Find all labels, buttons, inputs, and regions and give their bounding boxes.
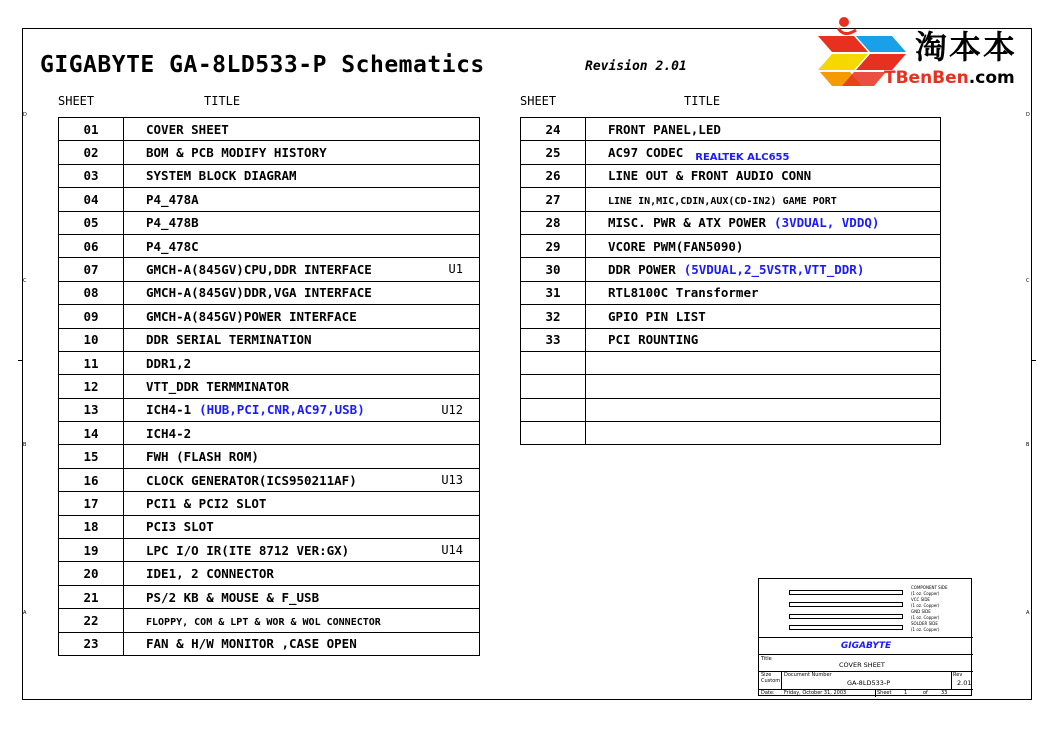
- sheet-title-cell: [586, 328, 941, 351]
- title-block: [758, 578, 972, 696]
- sheet-number: 29: [521, 234, 586, 257]
- sheet-title-cell: [124, 468, 480, 491]
- sheet-title-cell: [124, 351, 480, 374]
- sheet-row: [59, 398, 480, 421]
- sheet-title-cell: [124, 585, 480, 608]
- layer-label: SOLDER SIDE: [911, 621, 938, 626]
- sheet-number: 01: [59, 118, 124, 141]
- left-sheet-header: SHEET: [58, 94, 95, 108]
- sheet-title: FWH (FLASH ROM): [146, 449, 259, 465]
- sheet-title-cell: [586, 375, 941, 398]
- sheet-number: 33: [521, 328, 586, 351]
- sheet-title-cell: [586, 351, 941, 374]
- sheet-number: 15: [59, 445, 124, 468]
- sheet-number: [521, 398, 586, 421]
- sheet-number: 16: [59, 468, 124, 491]
- sheet-number: 19: [59, 539, 124, 562]
- sheet-note: (3VDUAL, VDDQ): [774, 215, 880, 231]
- sheet-number: 23: [59, 632, 124, 655]
- sheet-number: 07: [59, 258, 124, 281]
- sheet-title-cell: [124, 422, 480, 445]
- sheet-title: GMCH-A(845GV)DDR,VGA INTERFACE: [146, 285, 372, 301]
- sheet-row: [59, 632, 480, 655]
- sheet-title-cell: [124, 445, 480, 468]
- rev-value: 2.01: [957, 679, 972, 687]
- layer-label: GND SIDE: [911, 609, 931, 614]
- sheet-title-cell: [124, 515, 480, 538]
- date-label: Date:: [761, 690, 775, 696]
- zone-label: A: [23, 610, 27, 616]
- sheet-row: [59, 258, 480, 281]
- left-sheet-table: [58, 117, 480, 656]
- sheet-title: LINE OUT & FRONT AUDIO CONN: [608, 168, 812, 184]
- sheet-title-cell: [124, 281, 480, 304]
- sheet-title-cell: [586, 398, 941, 421]
- sheet-number: 05: [59, 211, 124, 234]
- of-label: of: [923, 690, 928, 696]
- sheet-title-cell: [124, 258, 480, 281]
- sheet-number: 18: [59, 515, 124, 538]
- sheet-number: 20: [59, 562, 124, 585]
- sheet-title-cell: [586, 281, 941, 304]
- right-sheet-table: [520, 117, 941, 445]
- page-title: GIGABYTE GA-8LD533-P Schematics: [40, 52, 485, 78]
- sheet-row: [521, 164, 941, 187]
- sheet-row: [59, 609, 480, 632]
- component-ref: U13: [441, 472, 463, 487]
- sheet-title: FLOPPY, COM & LPT & WOR & WOL CONNECTOR: [146, 616, 381, 628]
- sheet-number: 06: [59, 234, 124, 257]
- sheet-row: [521, 141, 941, 164]
- logo-chinese-text: 淘本本: [915, 28, 1018, 66]
- sheet-number: 32: [521, 305, 586, 328]
- logo-english-rest: .com: [968, 68, 1015, 88]
- sheet-title-cell: [124, 539, 480, 562]
- sheet-number: 08: [59, 281, 124, 304]
- sheet-title: DDR1,2: [146, 355, 192, 371]
- sheet-title: GPIO PIN LIST: [608, 308, 706, 324]
- sheet-title-cell: [124, 164, 480, 187]
- sheet-row: [521, 118, 941, 141]
- right-sheet-header: SHEET: [520, 94, 557, 108]
- sheet-number: 09: [59, 305, 124, 328]
- sheet-title-cell: [124, 375, 480, 398]
- sheet-note: (HUB,PCI,CNR,AC97,USB): [199, 402, 365, 418]
- sheet-row: [59, 234, 480, 257]
- sheet-title: GMCH-A(845GV)POWER INTERFACE: [146, 308, 357, 324]
- layer-label: (1 oz. Copper): [911, 627, 940, 632]
- zone-label: B: [1026, 442, 1030, 448]
- sheet-title-cell: [586, 305, 941, 328]
- zone-label: B: [23, 442, 27, 448]
- border-tick: [1032, 360, 1036, 361]
- document-number-label: Document Number: [784, 672, 832, 678]
- sheet-title-cell: [124, 141, 480, 164]
- sheet-number: 22: [59, 609, 124, 632]
- sheet-number: 26: [521, 164, 586, 187]
- sheet-title: DDR POWER: [608, 262, 676, 278]
- sheet-row: [521, 351, 941, 374]
- sheet-title-cell: [124, 118, 480, 141]
- component-ref: U1: [448, 262, 463, 277]
- sheet-number: 24: [521, 118, 586, 141]
- sheet-row: [521, 258, 941, 281]
- sheet-title: COVER SHEET: [146, 121, 229, 137]
- logo-english-red: TBenBen: [884, 68, 969, 88]
- sheet-number: 17: [59, 492, 124, 515]
- zone-label: C: [23, 278, 27, 284]
- sheet-number: 14: [59, 422, 124, 445]
- document-number-value: GA-8LD533-P: [847, 679, 891, 687]
- component-ref: U12: [441, 402, 463, 417]
- sheet-number: 28: [521, 211, 586, 234]
- sheet-number: 27: [521, 188, 586, 211]
- sheet-title: DDR SERIAL TERMINATION: [146, 332, 312, 348]
- title-label: Title: [761, 656, 772, 662]
- rev-label: Rev: [953, 672, 963, 678]
- sheet-title-cell: [124, 234, 480, 257]
- layer-bar: [789, 625, 903, 630]
- size-value: Custom: [761, 678, 781, 684]
- sheet-row: [59, 562, 480, 585]
- sheet-title-cell: [124, 188, 480, 211]
- title-value: COVER SHEET: [839, 661, 885, 669]
- sheet-title: IDE1, 2 CONNECTOR: [146, 566, 274, 582]
- sheet-title: PCI1 & PCI2 SLOT: [146, 495, 267, 511]
- sheet-note: (5VDUAL,2_5VSTR,VTT_DDR): [683, 262, 865, 278]
- layer-label: COMPONENT SIDE: [911, 585, 948, 590]
- zone-label: C: [1026, 278, 1030, 284]
- sheet-title: ICH4-1: [146, 402, 192, 418]
- sheet-number: 21: [59, 585, 124, 608]
- sheet-row: [59, 305, 480, 328]
- company-name: GIGABYTE: [840, 641, 892, 651]
- zone-label: A: [1026, 610, 1030, 616]
- sheet-title-cell: [586, 164, 941, 187]
- sheet-title-cell: [124, 632, 480, 655]
- sheet-title: ICH4-2: [146, 425, 192, 441]
- sheet-title: VTT_DDR TERMMINATOR: [146, 378, 289, 394]
- sheet-row: [59, 351, 480, 374]
- sheet-title: P4_478C: [146, 238, 199, 254]
- sheet-number: 13: [59, 398, 124, 421]
- sheet-title-cell: [586, 258, 941, 281]
- sheet-row: [521, 188, 941, 211]
- sheet-title-cell: [124, 398, 480, 421]
- layer-bar: [789, 590, 903, 595]
- left-title-header: TITLE: [204, 94, 241, 108]
- sheet-number: 02: [59, 141, 124, 164]
- border-tick: [18, 360, 22, 361]
- sheet-title: PCI ROUNTING: [608, 332, 699, 348]
- sheet-row: [59, 281, 480, 304]
- layer-bar: [789, 614, 903, 619]
- sheet-value: 1: [904, 690, 908, 696]
- revision-label: Revision 2.01: [585, 59, 687, 74]
- component-ref: U14: [441, 543, 463, 558]
- sheet-title: CLOCK GENERATOR(ICS950211AF): [146, 472, 357, 488]
- sheet-number: 30: [521, 258, 586, 281]
- sheet-row: [59, 468, 480, 491]
- sheet-title: AC97 CODEC: [608, 145, 684, 161]
- sheet-number: 10: [59, 328, 124, 351]
- sheet-row: [59, 515, 480, 538]
- sheet-title: VCORE PWM(FAN5090): [608, 238, 744, 254]
- sheet-title-cell: [586, 118, 941, 141]
- sheet-title-cell: [586, 422, 941, 445]
- of-value: 33: [941, 690, 948, 696]
- layer-bar: [789, 602, 903, 607]
- sheet-number: 31: [521, 281, 586, 304]
- layer-label: (1 oz. Copper): [911, 591, 940, 596]
- sheet-title-cell: [586, 188, 941, 211]
- sheet-number: 12: [59, 375, 124, 398]
- sheet-title-cell: [124, 492, 480, 515]
- sheet-row: [59, 328, 480, 351]
- sheet-title-cell: [124, 609, 480, 632]
- zone-label: D: [23, 112, 27, 118]
- sheet-row: [521, 375, 941, 398]
- sheet-row: [521, 398, 941, 421]
- zone-label: D: [1026, 112, 1030, 118]
- sheet-title: P4_478A: [146, 191, 199, 207]
- layer-label: (1 oz. Copper): [911, 615, 940, 620]
- sheet-number: [521, 422, 586, 445]
- sheet-row: [521, 234, 941, 257]
- sheet-title-cell: [586, 211, 941, 234]
- sheet-row: [521, 422, 941, 445]
- sheet-title: PS/2 KB & MOUSE & F_USB: [146, 589, 320, 605]
- sheet-title: GMCH-A(845GV)CPU,DDR INTERFACE: [146, 262, 372, 278]
- right-title-header: TITLE: [684, 94, 721, 108]
- logo-english-text: [884, 68, 1015, 88]
- sheet-title: P4_478B: [146, 215, 199, 231]
- sheet-title: MISC. PWR & ATX POWER: [608, 215, 767, 231]
- sheet-number: [521, 375, 586, 398]
- sheet-title-cell: [124, 562, 480, 585]
- sheet-row: [521, 328, 941, 351]
- sheet-codec-note: REALTEK ALC655: [695, 152, 790, 164]
- sheet-row: [59, 445, 480, 468]
- sheet-title: BOM & PCB MODIFY HISTORY: [146, 145, 327, 161]
- sheet-number: 04: [59, 188, 124, 211]
- sheet-row: [59, 375, 480, 398]
- sheet-row: [59, 492, 480, 515]
- sheet-title: LINE IN,MIC,CDIN,AUX(CD-IN2) GAME PORT: [608, 195, 837, 207]
- sheet-title-cell: [124, 211, 480, 234]
- sheet-row: [59, 141, 480, 164]
- sheet-number: [521, 351, 586, 374]
- sheet-title: FRONT PANEL,LED: [608, 121, 721, 137]
- sheet-row: [59, 118, 480, 141]
- sheet-title: FAN & H/W MONITOR ,CASE OPEN: [146, 636, 357, 652]
- size-label: Size: [761, 672, 772, 678]
- sheet-row: [59, 422, 480, 445]
- sheet-row: [521, 281, 941, 304]
- sheet-row: [59, 211, 480, 234]
- sheet-row: [59, 164, 480, 187]
- layer-label: VCC SIDE: [911, 597, 930, 602]
- sheet-title: LPC I/O IR(ITE 8712 VER:GX): [146, 542, 350, 558]
- sheet-title: RTL8100C Transformer: [608, 285, 759, 301]
- date-value: Friday, October 31, 2003: [784, 690, 847, 696]
- sheet-row: [521, 211, 941, 234]
- sheet-title-cell: [124, 328, 480, 351]
- sheet-number: 11: [59, 351, 124, 374]
- sheet-number: 03: [59, 164, 124, 187]
- sheet-title-cell: [586, 234, 941, 257]
- sheet-label: Sheet: [877, 690, 892, 696]
- sheet-title-cell: [124, 305, 480, 328]
- sheet-row: [59, 188, 480, 211]
- sheet-title-cell: [586, 141, 941, 164]
- sheet-row: [59, 539, 480, 562]
- sheet-row: [521, 305, 941, 328]
- layer-label: (1 oz. Copper): [911, 603, 940, 608]
- sheet-title: PCI3 SLOT: [146, 519, 214, 535]
- sheet-number: 25: [521, 141, 586, 164]
- sheet-row: [59, 585, 480, 608]
- sheet-title: SYSTEM BLOCK DIAGRAM: [146, 168, 297, 184]
